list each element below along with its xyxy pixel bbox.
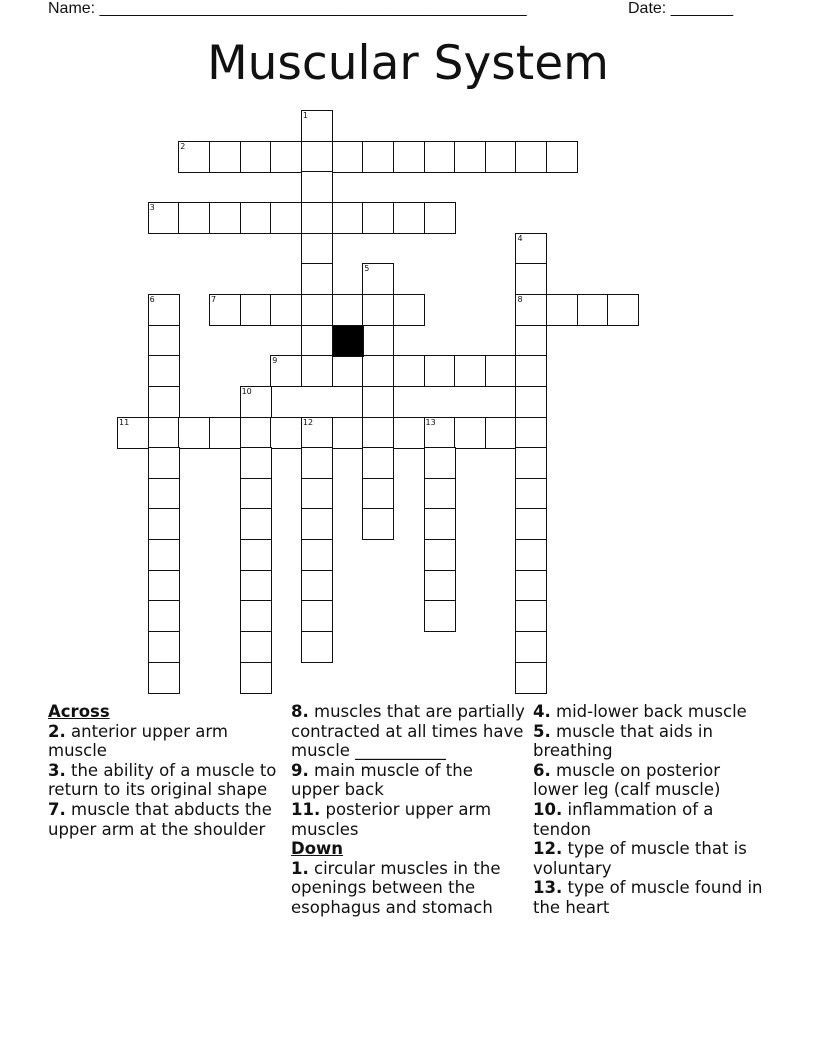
crossword-cell[interactable] <box>362 355 394 387</box>
crossword-cell[interactable] <box>301 478 333 510</box>
crossword-cell[interactable] <box>515 386 547 418</box>
crossword-cell[interactable] <box>515 631 547 663</box>
clue-down-10 <box>533 800 768 839</box>
crossword-cell[interactable] <box>515 141 547 173</box>
crossword-cell[interactable] <box>148 202 180 234</box>
crossword-cell[interactable] <box>209 202 241 234</box>
clue-across-2 <box>48 722 278 761</box>
crossword-cell[interactable] <box>148 508 180 540</box>
crossword-cell[interactable] <box>301 631 333 663</box>
clue-number: 10. <box>533 799 563 819</box>
clue-number-label: 8 <box>517 294 523 304</box>
crossword-cell[interactable] <box>240 386 272 418</box>
crossword-cell[interactable] <box>301 600 333 632</box>
crossword-cell[interactable] <box>546 141 578 173</box>
crossword-cell[interactable] <box>393 141 425 173</box>
crossword-cell[interactable] <box>424 202 456 234</box>
crossword-cell[interactable] <box>270 294 302 326</box>
clue-across-7 <box>48 800 278 839</box>
crossword-cell[interactable] <box>424 570 456 602</box>
clue-across-9 <box>291 761 525 800</box>
crossword-cell[interactable] <box>485 141 517 173</box>
crossword-cell[interactable] <box>240 662 272 694</box>
crossword-cell[interactable] <box>148 600 180 632</box>
crossword-cell[interactable] <box>148 447 180 479</box>
crossword-cell[interactable] <box>362 141 394 173</box>
clue-text: type of muscle found in the heart <box>533 878 763 917</box>
crossword-cell[interactable] <box>424 417 456 449</box>
crossword-cell[interactable] <box>148 386 180 418</box>
crossword-cell[interactable] <box>607 294 639 326</box>
clue-number: 8. <box>291 702 309 721</box>
clue-down-4 <box>533 702 768 722</box>
clue-text: the ability of a muscle to return to its original shape <box>48 760 277 800</box>
clue-number: 6. <box>533 760 551 780</box>
clue-across-11 <box>291 800 525 839</box>
clue-number-label: 12 <box>302 417 314 427</box>
clues-column-3 <box>533 702 768 918</box>
crossword-cell[interactable] <box>424 141 456 173</box>
crossword-cell[interactable] <box>362 294 394 326</box>
crossword-cell[interactable] <box>240 600 272 632</box>
clue-text: inflammation of a tendon <box>533 799 714 839</box>
crossword-cell[interactable] <box>515 233 547 265</box>
clue-text: muscle that abducts the upper arm at the shoulder <box>48 799 272 839</box>
crossword-cell[interactable] <box>209 294 241 326</box>
crossword-cell[interactable] <box>240 478 272 510</box>
clues-column-2 <box>291 702 525 918</box>
crossword-cell[interactable] <box>332 141 364 173</box>
crossword-cell[interactable] <box>362 263 394 295</box>
crossword-cell[interactable] <box>362 202 394 234</box>
crossword-cell[interactable] <box>178 417 210 449</box>
clue-number-label: 1 <box>302 111 308 120</box>
crossword-cell[interactable] <box>515 263 547 295</box>
crossword-cell[interactable] <box>301 570 333 602</box>
crossword-cell[interactable] <box>424 478 456 510</box>
crossword-cell[interactable] <box>485 417 517 449</box>
crossword-cell[interactable] <box>148 631 180 663</box>
crossword-black-cell <box>332 325 364 357</box>
crossword-cell[interactable] <box>301 110 333 142</box>
crossword-cell[interactable] <box>240 141 272 173</box>
clue-down-6 <box>533 761 768 800</box>
crossword-cell[interactable] <box>240 447 272 479</box>
crossword-cell[interactable] <box>301 263 333 295</box>
clue-down-1 <box>291 859 525 918</box>
date-field[interactable]: Date: _______ <box>628 0 733 17</box>
crossword-cell[interactable] <box>301 355 333 387</box>
crossword-cell[interactable] <box>515 355 547 387</box>
clue-number: 12. <box>533 839 563 859</box>
crossword-cell[interactable] <box>362 478 394 510</box>
clue-number: 5. <box>533 721 551 741</box>
clue-number: 2. <box>48 721 66 741</box>
clue-text: main muscle of the upper back <box>291 760 473 800</box>
crossword-cell[interactable] <box>332 417 364 449</box>
clue-across-3 <box>48 761 278 800</box>
crossword-cell[interactable] <box>485 355 517 387</box>
clue-number: 4. <box>533 702 551 721</box>
crossword-cell[interactable] <box>148 417 180 449</box>
crossword-cell[interactable] <box>301 539 333 571</box>
crossword-cell[interactable] <box>515 447 547 479</box>
crossword-cell[interactable] <box>515 570 547 602</box>
crossword-cell[interactable] <box>515 600 547 632</box>
clue-text: muscle that aids in breathing <box>533 721 713 761</box>
crossword-cell[interactable] <box>240 417 272 449</box>
crossword-cell[interactable] <box>362 325 394 357</box>
crossword-cell[interactable] <box>393 294 425 326</box>
clue-text: anterior upper arm muscle <box>48 721 228 761</box>
crossword-cell[interactable] <box>393 355 425 387</box>
crossword-cell[interactable] <box>301 294 333 326</box>
crossword-cell[interactable] <box>148 325 180 357</box>
clue-down-13 <box>533 878 768 917</box>
crossword-cell[interactable] <box>240 508 272 540</box>
crossword-cell[interactable] <box>148 478 180 510</box>
crossword-cell[interactable] <box>178 202 210 234</box>
clue-number-label: 11 <box>119 417 130 427</box>
crossword-cell[interactable] <box>148 294 180 326</box>
crossword-cell[interactable] <box>362 447 394 479</box>
crossword-cell[interactable] <box>240 631 272 663</box>
crossword-cell[interactable] <box>546 294 578 326</box>
crossword-cell[interactable] <box>270 417 302 449</box>
crossword-cell[interactable] <box>209 417 241 449</box>
crossword-cell[interactable] <box>393 202 425 234</box>
crossword-cell[interactable] <box>117 417 149 449</box>
crossword-cell[interactable] <box>301 325 333 357</box>
crossword-cell[interactable] <box>362 417 394 449</box>
crossword-cell[interactable] <box>515 539 547 571</box>
crossword-cell[interactable] <box>301 171 333 203</box>
crossword-cell[interactable] <box>301 233 333 265</box>
crossword-cell[interactable] <box>301 141 333 173</box>
crossword-cell[interactable] <box>393 417 425 449</box>
clue-down-12 <box>533 839 768 878</box>
crossword-cell[interactable] <box>148 570 180 602</box>
crossword-cell[interactable] <box>148 539 180 571</box>
clue-number: 1. <box>291 858 309 878</box>
clue-text: mid-lower back muscle <box>550 702 747 721</box>
crossword-cell[interactable] <box>301 417 333 449</box>
crossword-cell[interactable] <box>515 508 547 540</box>
clue-text: type of muscle that is voluntary <box>533 839 747 878</box>
clue-number-label: 6 <box>149 294 155 304</box>
crossword-cell[interactable] <box>148 662 180 694</box>
crossword-cell[interactable] <box>424 355 456 387</box>
crossword-cell[interactable] <box>240 539 272 571</box>
crossword-cell[interactable] <box>301 202 333 234</box>
crossword-cell[interactable] <box>209 141 241 173</box>
crossword-cell[interactable] <box>515 294 547 326</box>
clue-number-label: 7 <box>210 294 217 304</box>
crossword-cell[interactable] <box>424 508 456 540</box>
clue-number-label: 9 <box>272 356 278 366</box>
clue-number-label: 5 <box>364 264 370 274</box>
clue-text: posterior upper arm muscles <box>291 799 492 839</box>
clues-column-1 <box>48 702 278 839</box>
clue-number-label: 3 <box>149 202 155 212</box>
crossword-cell[interactable] <box>454 355 486 387</box>
crossword-cell[interactable] <box>240 294 272 326</box>
crossword-cell[interactable] <box>424 447 456 479</box>
clue-number: 7. <box>48 799 66 819</box>
clue-number-label: 13 <box>425 417 436 427</box>
crossword-cell[interactable] <box>148 355 180 387</box>
crossword-cell[interactable] <box>577 294 609 326</box>
clue-down-5 <box>533 722 768 761</box>
page-title: Muscular System <box>207 36 609 91</box>
crossword-cell[interactable] <box>515 417 547 449</box>
clue-number-label: 10 <box>241 386 252 396</box>
crossword-cell[interactable] <box>178 141 210 173</box>
name-field[interactable]: Name: ________________________________________________ <box>48 0 527 17</box>
clue-number-label: 4 <box>517 233 523 243</box>
crossword-cell[interactable] <box>454 417 486 449</box>
crossword-cell[interactable] <box>332 202 364 234</box>
crossword-cell[interactable] <box>424 600 456 632</box>
crossword-cell[interactable] <box>240 570 272 602</box>
crossword-cell[interactable] <box>515 478 547 510</box>
across-heading: Across <box>48 702 110 721</box>
down-heading: Down <box>291 839 344 859</box>
crossword-cell[interactable] <box>240 202 272 234</box>
crossword-cell[interactable] <box>301 508 333 540</box>
clue-text: circular muscles in the openings between the esophagus and stomach <box>291 858 501 917</box>
crossword-cell[interactable] <box>362 386 394 418</box>
crossword-cell[interactable] <box>362 508 394 540</box>
clue-number: 9. <box>291 760 309 780</box>
clue-number: 3. <box>48 760 66 780</box>
crossword-cell[interactable] <box>515 325 547 357</box>
crossword-cell[interactable] <box>270 202 302 234</box>
crossword-cell[interactable] <box>332 355 364 387</box>
crossword-cell[interactable] <box>301 447 333 479</box>
clue-number: 13. <box>533 878 563 898</box>
clue-number-label: 2 <box>180 141 186 151</box>
crossword-cell[interactable] <box>515 662 547 694</box>
crossword-cell[interactable] <box>270 355 302 387</box>
crossword-cell[interactable] <box>332 294 364 326</box>
crossword-cell[interactable] <box>454 141 486 173</box>
clue-text: muscles that are partially contracted at all times have muscle ___________ <box>291 702 525 761</box>
clue-across-8 <box>291 702 525 761</box>
clue-text: muscle on posterior lower leg (calf muscle) <box>533 760 721 800</box>
crossword-cell[interactable] <box>270 141 302 173</box>
crossword-cell[interactable] <box>424 539 456 571</box>
clue-number: 11. <box>291 799 321 819</box>
